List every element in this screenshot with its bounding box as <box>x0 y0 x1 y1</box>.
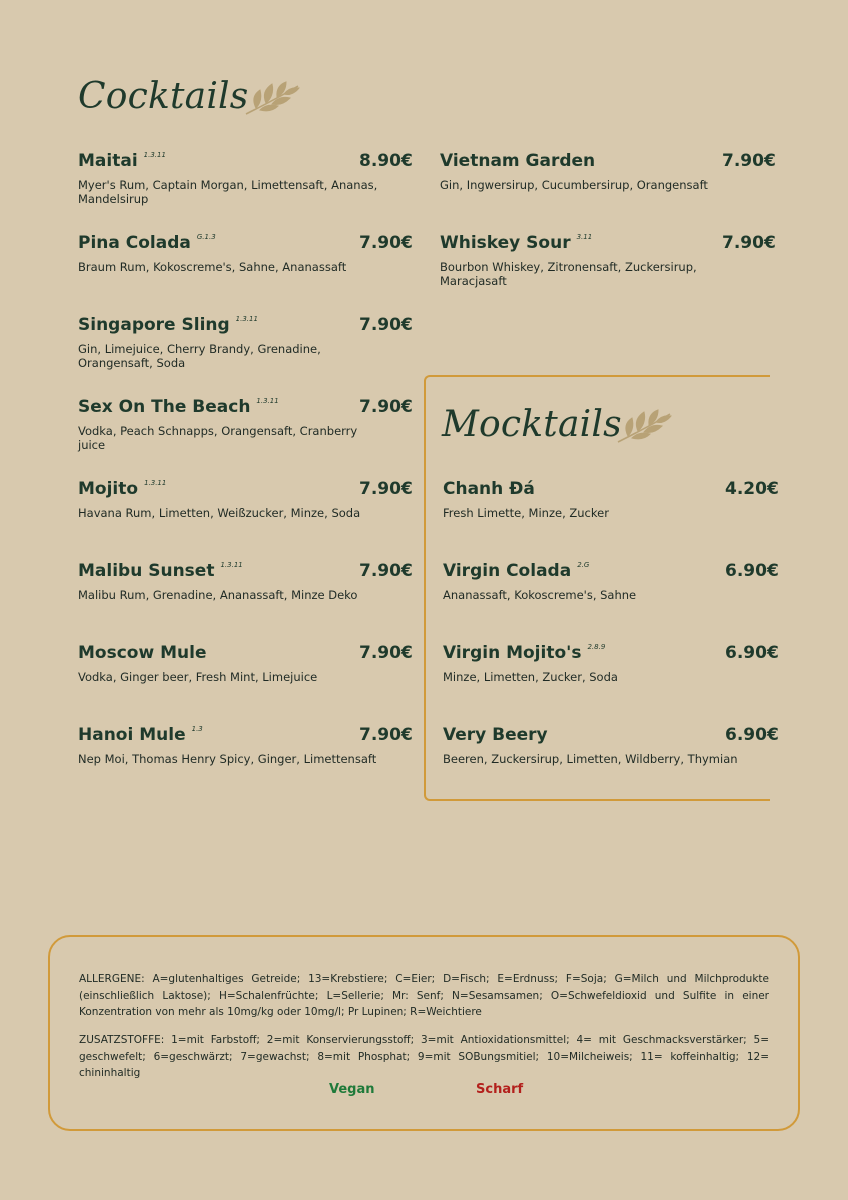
menu-item-price: 7.90€ <box>359 643 413 663</box>
menu-item <box>78 397 419 452</box>
menu-item <box>78 151 419 206</box>
menu-item-name <box>78 233 216 253</box>
menu-item-description: Gin, Limejuice, Cherry Brandy, Grenadine, Orangensaft, Soda <box>78 342 321 370</box>
menu-item-name <box>440 151 595 171</box>
menu-item-price: 8.90€ <box>359 151 413 171</box>
menu-item-name <box>78 643 206 663</box>
vegan-label: Vegan <box>329 1082 375 1097</box>
additive-codes: 1.3.11 <box>235 315 258 323</box>
menu-item-description: Minze, Limetten, Zucker, Soda <box>443 670 618 684</box>
mocktails-title: Mocktails <box>442 404 622 445</box>
leaf-sprig-icon <box>616 408 674 446</box>
menu-item-name <box>440 233 592 253</box>
menu-item-price: 7.90€ <box>722 151 776 171</box>
menu-item-price: 6.90€ <box>725 725 779 745</box>
menu-item-name-text: Very Beery <box>443 725 548 745</box>
menu-item-description: Ananassaft, Kokoscreme's, Sahne <box>443 588 637 602</box>
menu-item <box>78 233 419 283</box>
menu-item <box>440 151 782 201</box>
menu-item <box>440 233 782 288</box>
menu-item-description: Gin, Ingwersirup, Cucumbersirup, Orangensaft <box>440 178 708 192</box>
menu-item-name <box>78 397 279 417</box>
menu-item <box>443 725 785 775</box>
menu-item-price: 7.90€ <box>359 233 413 253</box>
menu-item-name <box>78 725 203 745</box>
menu-item-description: Vodka, Ginger beer, Fresh Mint, Limejuice <box>78 670 318 684</box>
menu-item-name <box>78 315 258 335</box>
menu-item-name-text: Maitai <box>78 151 138 171</box>
menu-item <box>443 561 785 611</box>
menu-item-description: Nep Moi, Thomas Henry Spicy, Ginger, Limettensaft <box>78 752 377 766</box>
menu-item-name-text: Vietnam Garden <box>440 151 596 171</box>
additive-codes: 1.3.11 <box>143 151 166 159</box>
menu-item <box>78 643 419 693</box>
menu-item <box>443 643 785 693</box>
menu-item-name-text: Hanoi Mule <box>78 725 186 745</box>
menu-item-name <box>443 561 589 581</box>
additive-codes: 1.3.11 <box>256 397 279 405</box>
menu-item <box>78 479 419 529</box>
menu-item-price: 7.90€ <box>359 315 413 335</box>
menu-item <box>443 479 785 529</box>
additive-codes: G.1.3 <box>196 233 216 241</box>
menu-item-price: 7.90€ <box>359 397 413 417</box>
menu-item-name-text: Virgin Colada <box>443 561 572 581</box>
leaf-sprig-icon <box>244 80 302 118</box>
zusatzstoffe-text: ZUSATZSTOFFE: 1=mit Farbstoff; 2=mit Konservierungsstoff; 3=mit Antioxidationsmittel; 4= mit Geschmacksverstärker; 5= geschwefelt; 6=geschwärzt; 7=gewachst; 8=mit Phosphat; 9=mit SOBungsmitiel; 10=Milcheiweis; 11= koffeinhaltig; 12= chininhaltig <box>79 1034 769 1079</box>
menu-item-description: Vodka, Peach Schnapps, Orangensaft, Cranberry juice <box>78 424 358 452</box>
menu-item-name <box>443 643 605 663</box>
menu-item <box>78 561 419 611</box>
menu-item-description: Fresh Limette, Minze, Zucker <box>443 506 609 520</box>
menu-item-name <box>78 561 243 581</box>
menu-item-name-text: Sex On The Beach <box>78 397 251 417</box>
menu-item-price: 6.90€ <box>725 643 779 663</box>
additive-codes: 1.3 <box>191 725 203 733</box>
menu-item-price: 6.90€ <box>725 561 779 581</box>
additive-codes: 2.8.9 <box>587 643 606 651</box>
menu-item-name-text: Virgin Mojito's <box>443 643 582 663</box>
menu-item-name-text: Mojito <box>78 479 139 499</box>
menu-item-name <box>78 479 166 499</box>
menu-item-description: Beeren, Zuckersirup, Limetten, Wildberry, Thymian <box>443 752 738 766</box>
menu-item <box>78 315 419 370</box>
menu-item-name-text: Moscow Mule <box>78 643 207 663</box>
menu-item-price: 7.90€ <box>359 561 413 581</box>
menu-item-name-text: Pina Colada <box>78 233 191 253</box>
additive-codes: 1.3.11 <box>220 561 243 569</box>
menu-item-description: Malibu Rum, Grenadine, Ananassaft, Minze Deko <box>78 588 358 602</box>
menu-item-description: Bourbon Whiskey, Zitronensaft, Zuckersirup, Maracjasaft <box>440 260 697 288</box>
menu-item-name-text: Whiskey Sour <box>440 233 571 253</box>
menu-item-description: Myer's Rum, Captain Morgan, Limettensaft, Ananas, Mandelsirup <box>78 178 378 206</box>
menu-item-name <box>443 479 535 499</box>
additive-codes: 1.3.11 <box>144 479 167 487</box>
additive-codes: 2.G <box>577 561 590 569</box>
menu-item <box>78 725 419 775</box>
menu-item-name-text: Malibu Sunset <box>78 561 215 581</box>
menu-item-name <box>78 151 166 171</box>
scharf-label: Scharf <box>476 1082 524 1097</box>
menu-item-name <box>443 725 548 745</box>
menu-item-price: 7.90€ <box>359 479 413 499</box>
additive-codes: 3.11 <box>576 233 593 241</box>
menu-item-price: 7.90€ <box>722 233 776 253</box>
menu-item-description: Havana Rum, Limetten, Weißzucker, Minze, Soda <box>78 506 361 520</box>
menu-item-price: 7.90€ <box>359 725 413 745</box>
cocktails-title: Cocktails <box>78 76 249 117</box>
allergene-text: ALLERGENE: A=glutenhaltiges Getreide; 13=Krebstiere; C=Eier; D=Fisch; E=Erdnuss; F=Soja; G=Milch und Milchprodukte (einschließlich Laktose); H=Schalenfrüchte; L=Sellerie; Mr: Senf; N=Sesamsamen; O=Schwefeldioxid und Sulfite in einer Konzentration von mehr als 10mg/kg oder 10mg/l; Pr Lupinen; R=Weichtiere <box>79 973 769 1018</box>
menu-item-name-text: Chanh Đá <box>443 479 535 499</box>
menu-item-description: Braum Rum, Kokoscreme's, Sahne, Ananassaft <box>78 260 347 274</box>
menu-item-name-text: Singapore Sling <box>78 315 230 335</box>
menu-item-price: 4.20€ <box>725 479 779 499</box>
